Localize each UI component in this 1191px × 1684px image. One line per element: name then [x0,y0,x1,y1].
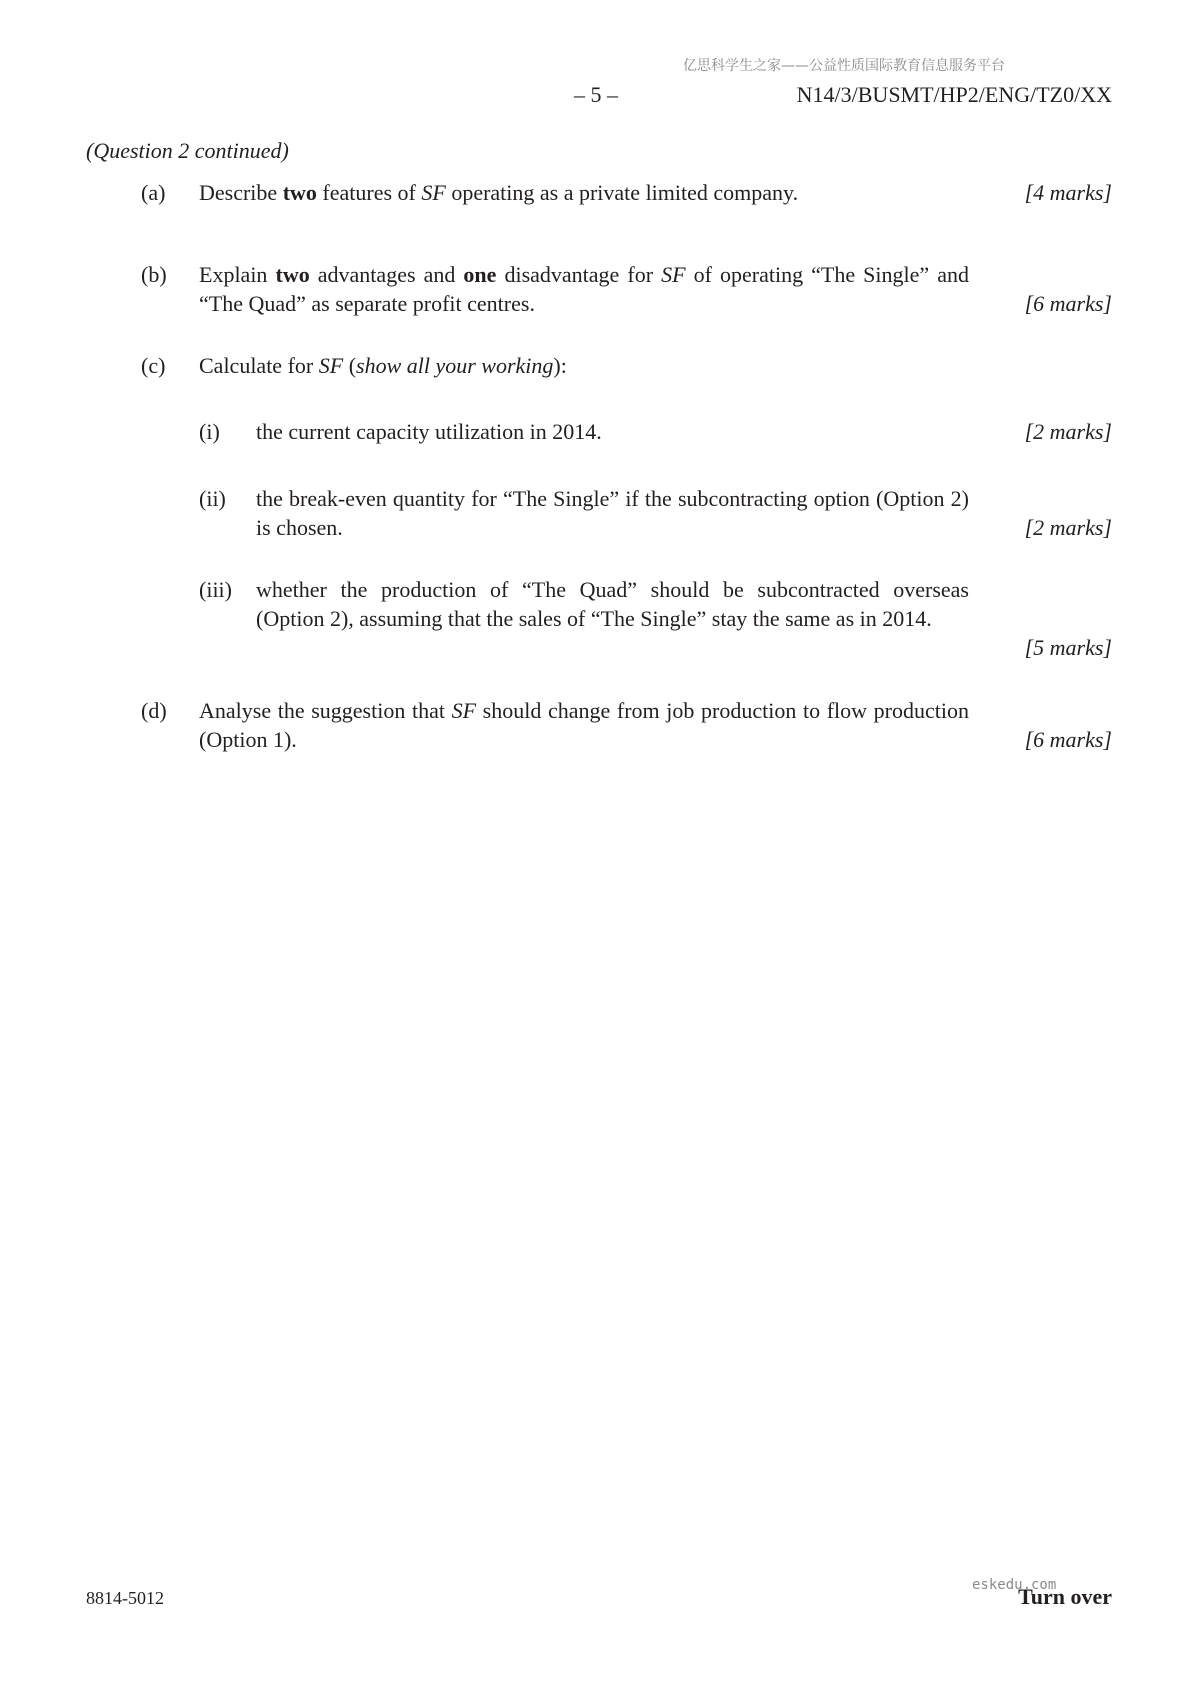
question-c-ii-marks: [2 marks] [1024,515,1112,540]
question-b-marks: [6 marks] [1024,291,1112,316]
question-d-text: Analyse the suggestion that SF should change from job production to flow production (Option 1). [199,698,969,752]
question-a-marks: [4 marks] [1024,180,1112,205]
question-c-i-text: the current capacity utilization in 2014. [256,419,602,444]
turn-over-label: Turn over [1018,1584,1112,1609]
bottom-watermark: eskedu.com [972,1577,1057,1593]
question-c-iii-label: (iii) [199,577,232,602]
question-b-label: (b) [141,262,167,287]
question-a-text: Describe two features of SF operating as a private limited company. [199,180,799,205]
question-c-text: Calculate for SF (show all your working): [199,353,567,378]
question-c-ii-label: (ii) [199,486,226,511]
question-c-iii-text: whether the production of “The Quad” should be subcontracted overseas (Option 2), assuming that the sales of “The Single” stay the same as in 2014. [256,577,969,631]
top-watermark: 亿思科学生之家——公益性质国际教育信息服务平台 [683,58,1005,74]
question-c-iii-marks: [5 marks] [1024,635,1112,660]
question-c-i-marks: [2 marks] [1024,419,1112,444]
footer-code: 8814-5012 [86,1588,164,1608]
paper-code: N14/3/BUSMT/HP2/ENG/TZ0/XX [796,82,1112,107]
question-c-label: (c) [141,353,166,378]
question-a-label: (a) [141,180,166,205]
question-continued-heading: (Question 2 continued) [86,138,289,163]
page-number: – 5 – [574,82,618,107]
question-b-text: Explain two advantages and one disadvantage for SF of operating “The Single” and “The Quad” as separate profit centres. [199,262,969,316]
question-d-marks: [6 marks] [1024,727,1112,752]
question-d-label: (d) [141,698,167,723]
question-c-i-label: (i) [199,419,220,444]
question-c-ii-text: the break-even quantity for “The Single” if the subcontracting option (Option 2) is chosen. [256,486,969,540]
